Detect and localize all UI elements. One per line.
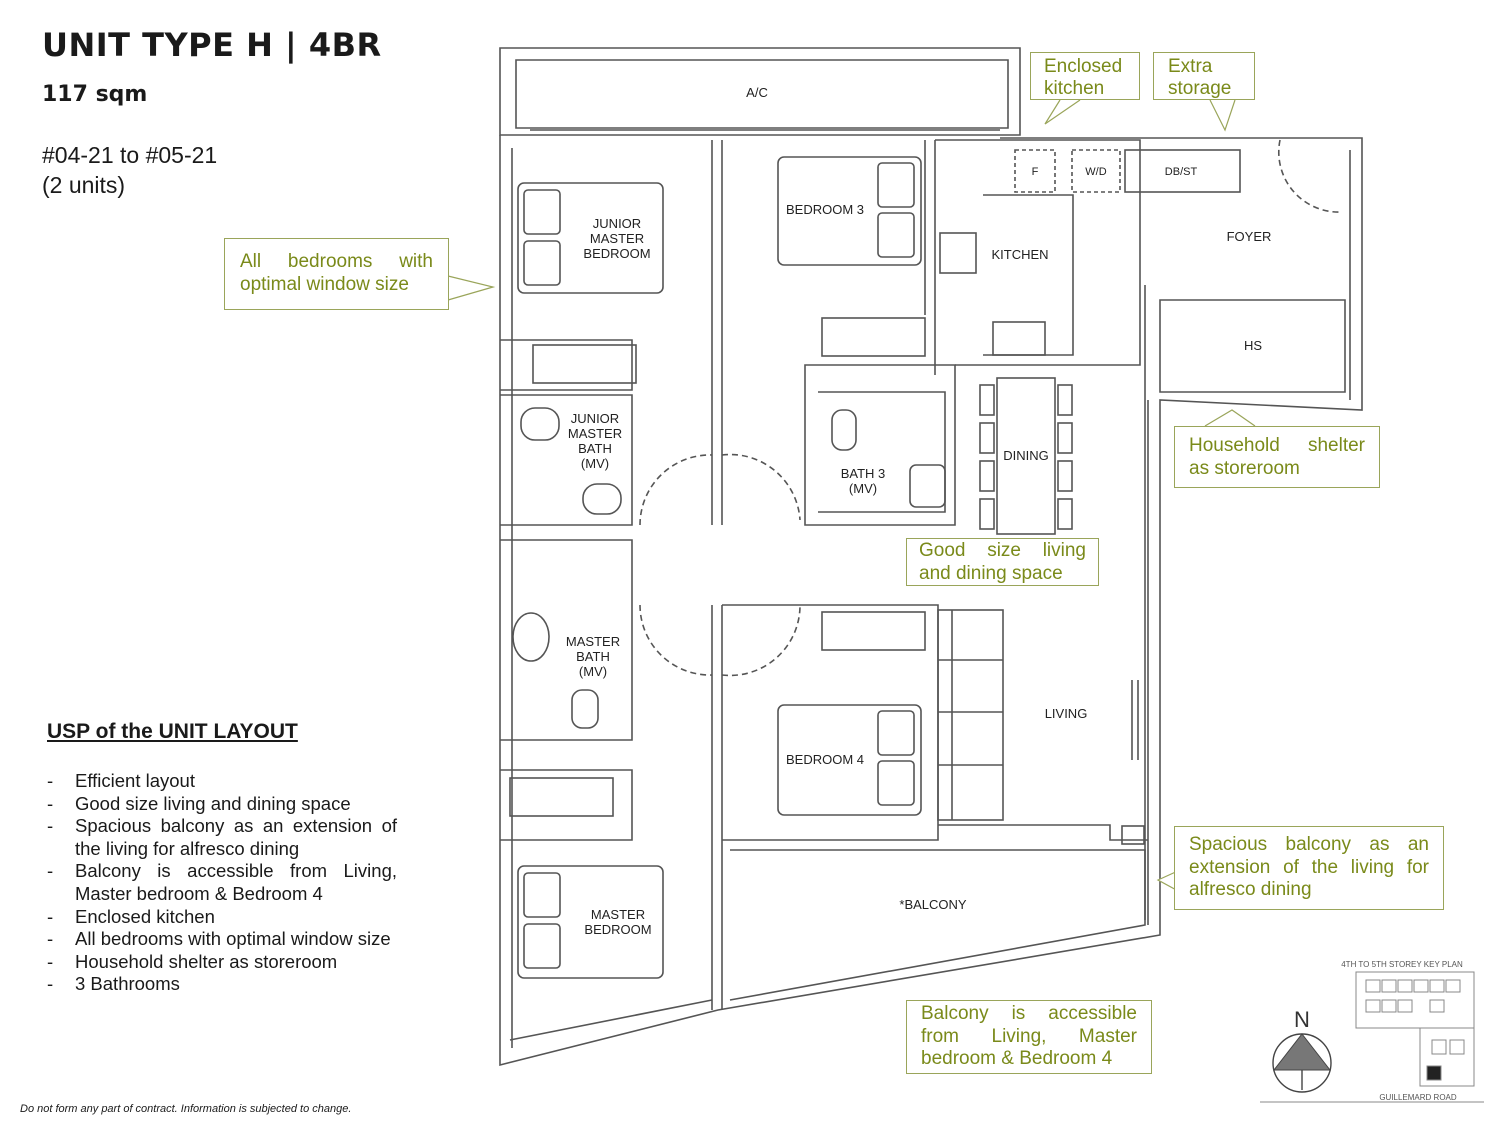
room-label-hs: HS [1243,338,1263,353]
callout-enclosed-kitchen-line1: Enclosed [1044,56,1123,77]
room-label-wd: W/D [1085,166,1107,178]
door-arc-1 [640,455,712,525]
room-label-balcony: *BALCONY [899,897,967,912]
pointer-extra-storage [1210,100,1235,130]
bath3-wall [805,365,955,525]
usp-heading: USP of the UNIT LAYOUT [47,720,298,743]
callout-enclosed-kitchen-line2: kitchen [1044,78,1105,99]
room-label-ac: A/C [746,85,768,100]
usp-item: - Efficient layout [47,770,397,793]
cooktop [940,233,976,273]
room-label-mb3: (MV) [578,664,608,679]
door-arc-2 [722,455,800,520]
room-label-mb2: BATH [576,649,610,664]
sofa [938,610,1003,820]
room-label-jmb4: (MV) [580,456,610,471]
callout-extra-storage-line1: Extra [1168,56,1213,77]
pointer-hs [1205,410,1255,426]
usp-item: - Balcony is accessible from Living, Master bedroom & Bedroom 4 [47,860,397,905]
north-label: N [1294,1007,1310,1032]
room-label-bedroom3: BEDROOM 3 [785,202,865,217]
living-wall [938,825,1148,840]
callout-living-dining: Good size living and dining space [906,538,1099,586]
wall-b [712,605,722,1010]
room-label-master2: BEDROOM [584,922,652,937]
wardrobe-jm [533,345,636,383]
usp-item: - Household shelter as storeroom [47,951,397,974]
door-arc-3 [640,605,712,675]
callout-household-shelter: Household shelter as storeroom [1174,426,1380,488]
key-plan-title: 4TH TO 5TH STOREY KEY PLAN [1341,960,1463,969]
wall-c [925,140,935,375]
key-plan-road: GUILLEMARD ROAD [1379,1093,1457,1102]
usp-item: - 3 Bathrooms [47,973,397,996]
room-label-bath3-2: (MV) [848,481,878,496]
room-label-jm3: BEDROOM [583,246,651,261]
balcony-rail [730,850,1145,1000]
usp-item: - Enclosed kitchen [47,906,397,929]
living-window [1132,680,1138,760]
unit-type-title: UNIT TYPE H | 4BR [42,26,382,64]
ac-box [1122,826,1144,844]
callout-extra-storage-line2: storage [1168,78,1232,99]
usp-item: - Spacious balcony as an extension of the living for alfresco dining [47,815,397,860]
room-label-dining: DINING [1003,448,1049,463]
room-label-foyer: FOYER [1226,229,1272,244]
usp-item: - All bedrooms with optimal window size [47,928,397,951]
room-label-bedroom4: BEDROOM 4 [785,752,865,767]
bath3-inner [818,392,945,512]
wardrobe-master [510,778,613,816]
unit-count-label: (2 units) [42,172,126,198]
room-label-master1: MASTER [590,907,646,922]
room-label-fridge: F [1031,166,1039,178]
pointer-enclosed-kitchen [1045,100,1080,124]
callout-extra-storage [1153,52,1255,100]
room-label-dbst: DB/ST [1164,166,1198,178]
callout-balcony-extension: Spacious balcony as an extension of the living for alfresco dining [1174,826,1444,910]
room-label-living: LIVING [1044,706,1088,721]
door-arc-4 [722,605,800,675]
room-label-jmb2: MASTER [567,426,623,441]
callout-bedroom-windows: All bedrooms with optimal window size [224,238,449,310]
room-label-mb1: MASTER [565,634,621,649]
unit-range-label: #04-21 to #05-21 [42,142,218,168]
wardrobe-b4 [822,612,925,650]
room-label-bath3-1: BATH 3 [840,466,886,481]
callout-balcony-access: Balcony is accessible from Living, Master bedroom & Bedroom 4 [906,1000,1152,1074]
master-window [510,1000,712,1040]
kitchen-counter [983,195,1073,355]
wall-a [712,140,722,525]
room-label-kitchen: KITCHEN [991,247,1049,262]
north-arrow-icon [1273,1034,1331,1092]
usp-item: - Good size living and dining space [47,793,397,816]
callout-enclosed-kitchen [1030,52,1140,100]
room-label-jmb3: BATH [578,441,612,456]
door-arc-foyer [1279,140,1342,212]
room-label-jmb1: JUNIOR [570,411,620,426]
pointer-bedrooms [448,276,493,300]
wardrobe-b3 [822,318,925,356]
room-label-jm1: JUNIOR [592,216,642,231]
unit-area: 117 sqm [42,82,148,107]
kitchen-sink [993,322,1045,355]
room-label-jm2: MASTER [589,231,645,246]
disclaimer: Do not form any part of contract. Information is subjected to change. [20,1103,352,1115]
